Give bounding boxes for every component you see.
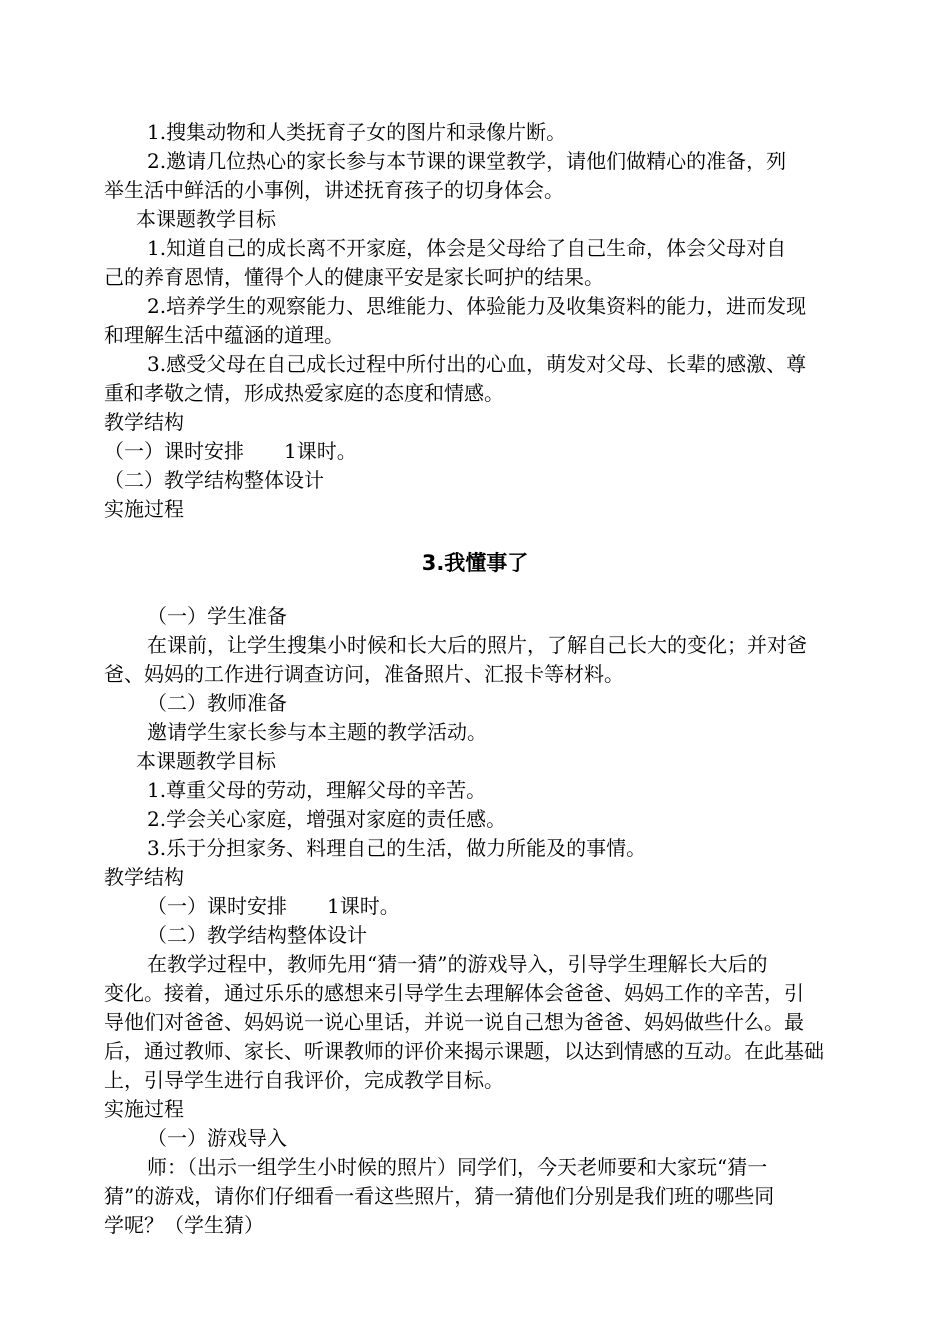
- text-line: 1.知道自己的成长离不开家庭，体会是父母给了自己生命，体会父母对自: [147, 236, 787, 260]
- text-line: 2.培养学生的观察能力、思维能力、体验能力及收集资料的能力，进而发现: [147, 294, 807, 318]
- text-line: 师：（出示一组学生小时候的照片）同学们，今天老师要和大家玩“猜一: [147, 1155, 768, 1179]
- text-line: 己的养育恩情，懂得个人的健康平安是家长呵护的结果。: [104, 265, 604, 289]
- text-line: 学呢？（学生猜）: [104, 1213, 264, 1237]
- text-line: 在课前，让学生搜集小时候和长大后的照片，了解自己长大的变化；并对爸: [147, 633, 807, 657]
- text-line: （一）学生准备: [147, 604, 287, 628]
- section-heading: 本课题教学目标: [136, 749, 276, 773]
- text-line: 邀请学生家长参与本主题的教学活动。: [147, 720, 487, 744]
- text-line: 1.搜集动物和人类抚育子女的图片和录像片断。: [147, 120, 567, 144]
- text-line: （二）教学结构整体设计: [147, 923, 367, 947]
- text-line: 重和孝敬之情，形成热爱家庭的态度和情感。: [104, 381, 504, 405]
- text-line: 在教学过程中，教师先用“猜一猜”的游戏导入，引导学生理解长大后的: [147, 952, 768, 976]
- text-line: 3.感受父母在自己成长过程中所付出的心血，萌发对父母、长辈的感激、尊: [147, 352, 807, 376]
- text-line: （二）教师准备: [147, 691, 287, 715]
- text-line: （一）课时安排 1课时。: [147, 894, 400, 918]
- text-line: 2.学会关心家庭，增强对家庭的责任感。: [147, 807, 507, 831]
- text-line: （二）教学结构整体设计: [104, 468, 324, 492]
- text-line: （一）游戏导入: [147, 1126, 287, 1150]
- text-line: 举生活中鲜活的小事例，讲述抚育孩子的切身体会。: [104, 178, 564, 202]
- section-heading: 实施过程: [104, 1097, 184, 1121]
- section-heading: 教学结构: [104, 410, 184, 434]
- text-line: 猜”的游戏，请你们仔细看一看这些照片，猜一猜他们分别是我们班的哪些同: [104, 1184, 775, 1208]
- text-line: 上，引导学生进行自我评价，完成教学目标。: [104, 1068, 504, 1092]
- section-title: 3.我懂事了: [421, 551, 529, 575]
- text-line: 和理解生活中蕴涵的道理。: [104, 323, 344, 347]
- text-line: 1.尊重父母的劳动，理解父母的辛苦。: [147, 778, 487, 802]
- text-line: （一）课时安排 1课时。: [104, 439, 357, 463]
- section-heading: 本课题教学目标: [136, 207, 276, 231]
- section-heading: 教学结构: [104, 865, 184, 889]
- text-line: 后，通过教师、家长、听课教师的评价来揭示课题，以达到情感的互动。在此基础: [104, 1039, 824, 1063]
- text-line: 爸、妈妈的工作进行调查访问，准备照片、汇报卡等材料。: [104, 662, 624, 686]
- text-line: 导他们对爸爸、妈妈说一说心里话，并说一说自己想为爸爸、妈妈做些什么。最: [104, 1010, 804, 1034]
- text-line: 3.乐于分担家务、料理自己的生活，做力所能及的事情。: [147, 836, 647, 860]
- text-line: 变化。接着，通过乐乐的感想来引导学生去理解体会爸爸、妈妈工作的辛苦，引: [104, 981, 804, 1005]
- section-heading: 实施过程: [104, 497, 184, 521]
- text-line: 2.邀请几位热心的家长参与本节课的课堂教学，请他们做精心的准备，列: [147, 149, 787, 173]
